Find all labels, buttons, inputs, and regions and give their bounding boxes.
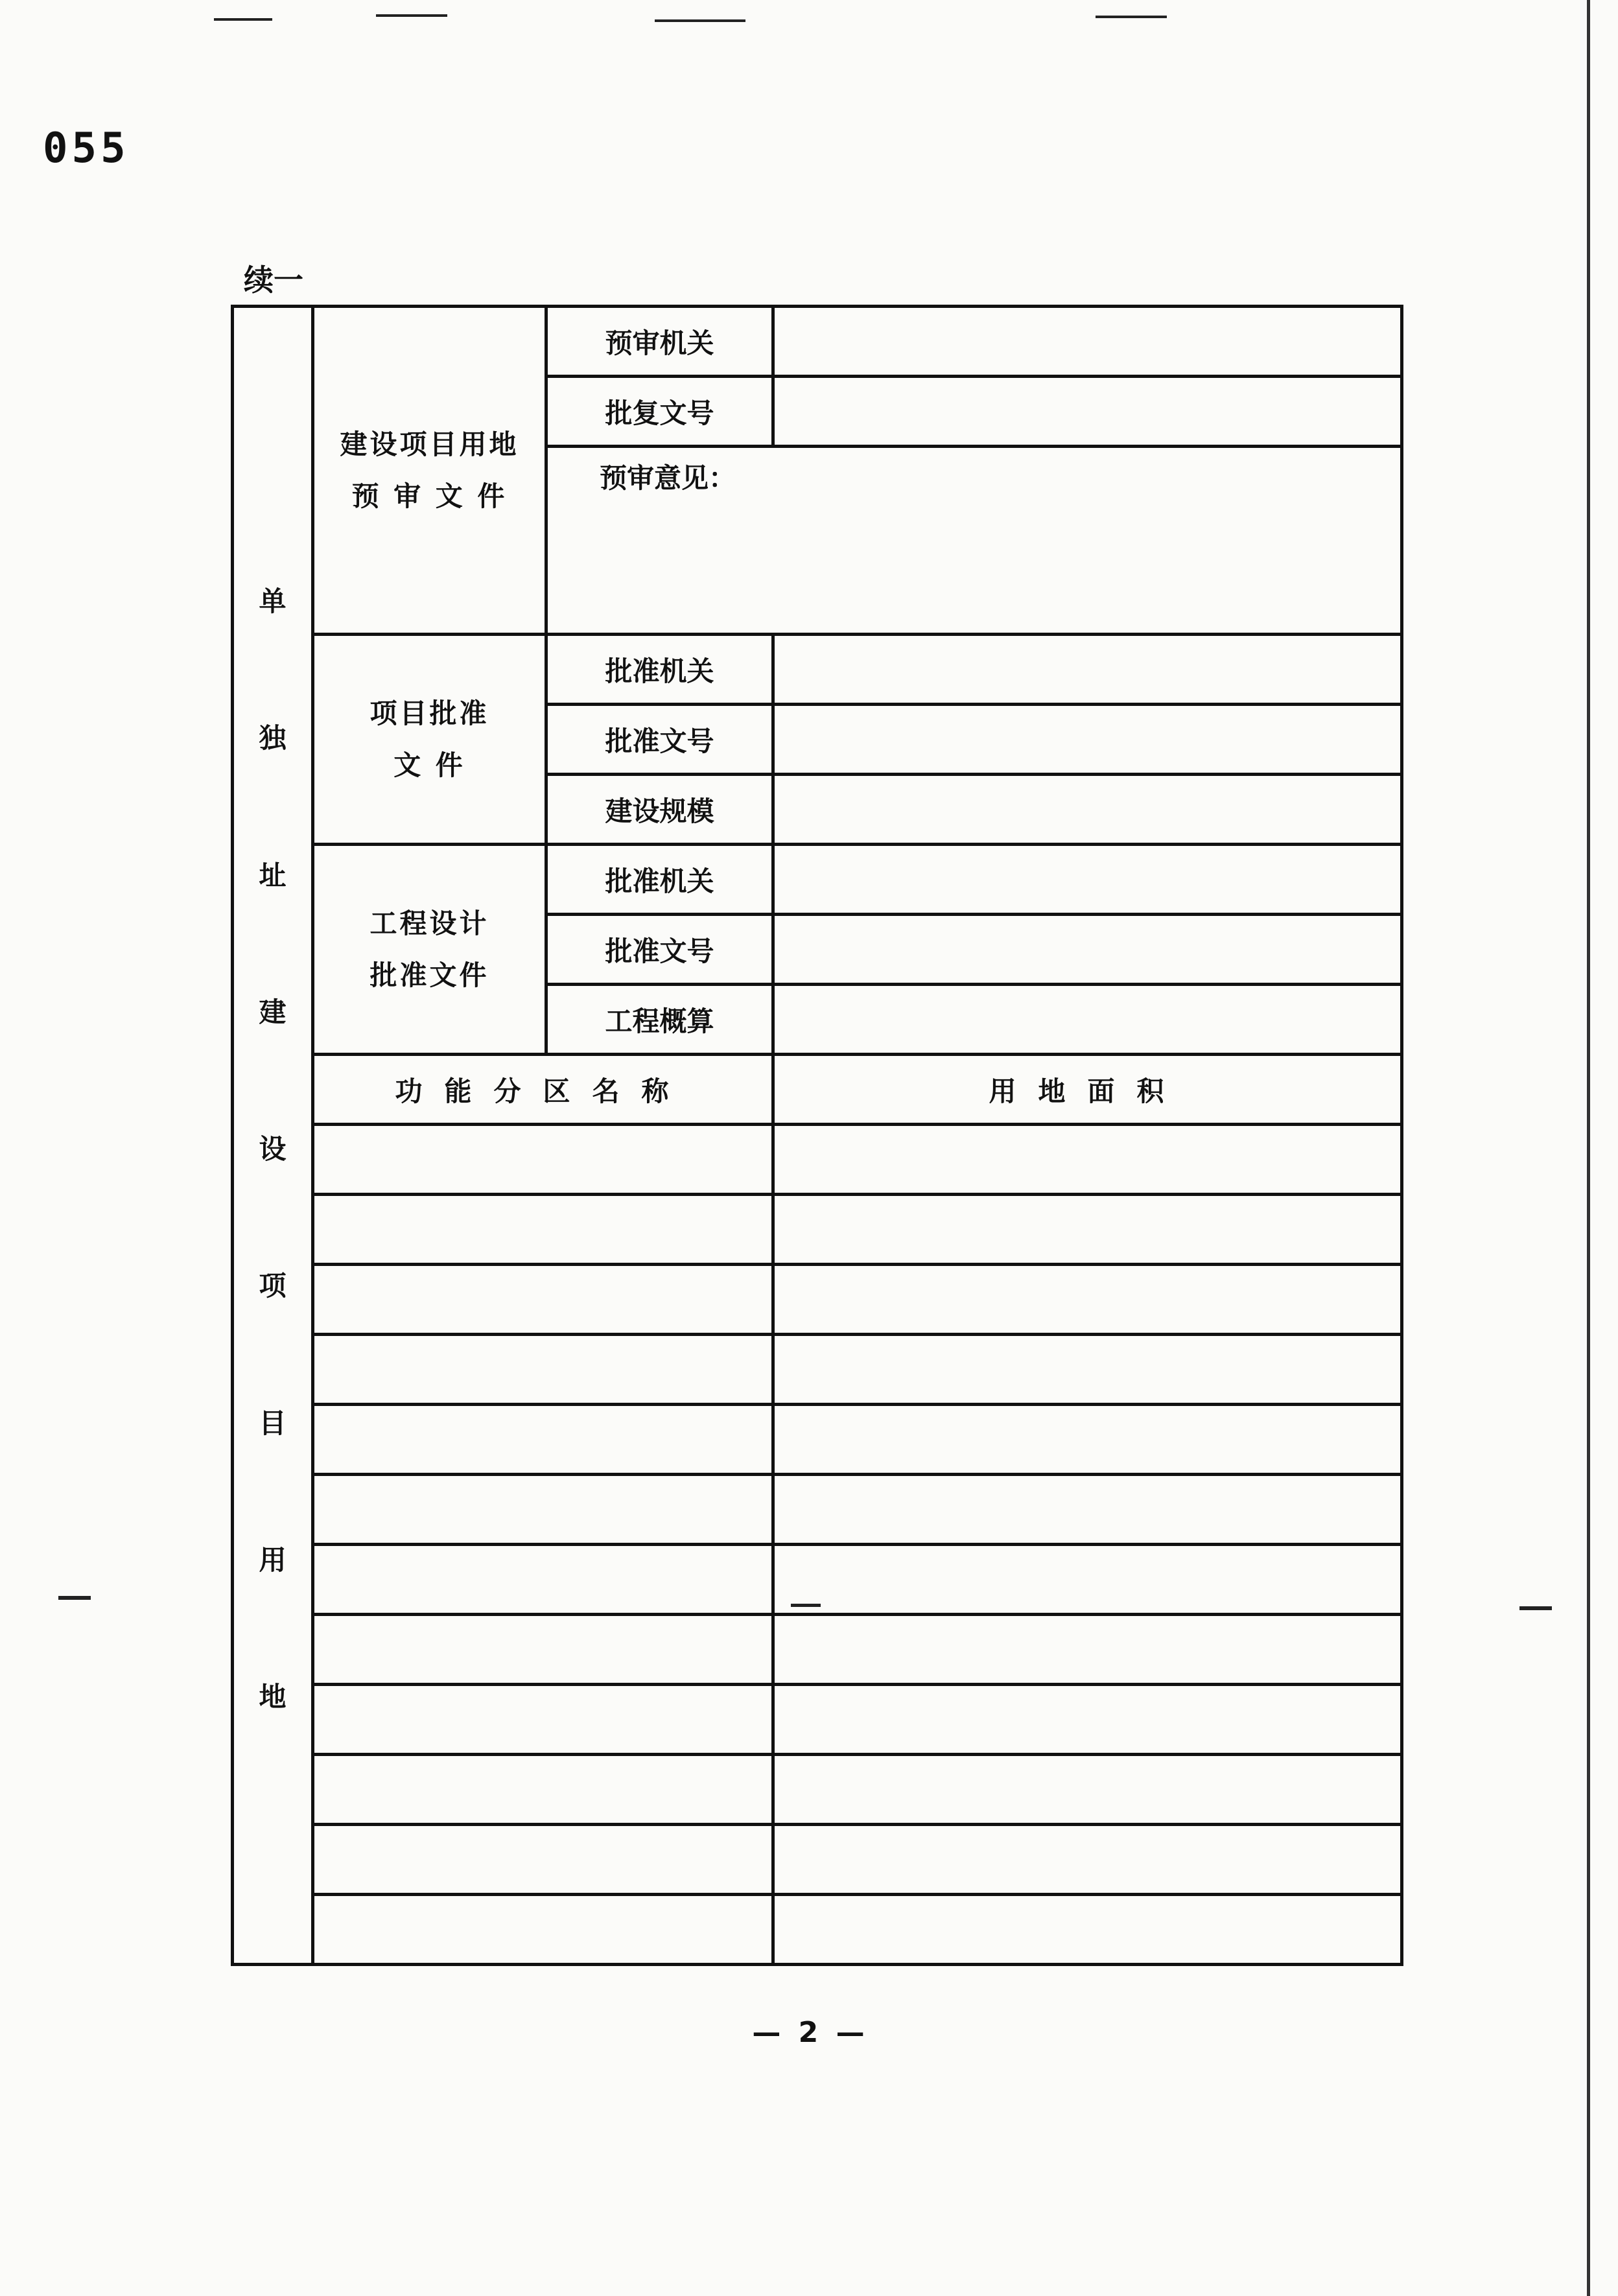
- zone-name-cell[interactable]: [313, 1195, 773, 1265]
- table-row: [233, 1825, 1402, 1895]
- section1-label-line2: 预 审 文 件: [351, 480, 508, 512]
- land-area-cell[interactable]: [773, 1825, 1402, 1895]
- approval-number-label: 批准文号: [546, 705, 773, 775]
- section3-label-line2: 批准文件: [369, 959, 489, 991]
- vertical-char: 项: [259, 1270, 287, 1302]
- zone-name-cell[interactable]: [313, 1545, 773, 1615]
- vertical-title-cell: [233, 307, 313, 1965]
- land-area-cell[interactable]: [773, 1475, 1402, 1545]
- zone-name-cell[interactable]: [313, 1125, 773, 1195]
- scan-mark: [58, 1596, 91, 1600]
- approval-authority-label: 批准机关: [546, 635, 773, 705]
- table-row: [233, 1195, 1402, 1265]
- land-area-cell[interactable]: [773, 1615, 1402, 1685]
- design-approval-number-value[interactable]: [773, 915, 1402, 985]
- table-row: [233, 1405, 1402, 1475]
- vertical-char: 地: [259, 1681, 287, 1713]
- table-row: [233, 1125, 1402, 1195]
- section1-row-1: [233, 307, 1402, 377]
- section3-label: [313, 845, 546, 1055]
- land-area-cell[interactable]: [773, 1545, 1402, 1615]
- approval-number-value[interactable]: [773, 705, 1402, 775]
- table-row: [233, 1685, 1402, 1755]
- land-area-cell[interactable]: [773, 1335, 1402, 1405]
- zone-name-cell[interactable]: [313, 1405, 773, 1475]
- section2-label-line1: 项目批准: [369, 697, 489, 729]
- design-approval-authority-label: 批准机关: [546, 845, 773, 915]
- table-row: [233, 1755, 1402, 1825]
- approval-doc-number-value[interactable]: [773, 377, 1402, 447]
- area-table-header: [233, 1055, 1402, 1125]
- zone-name-cell[interactable]: [313, 1685, 773, 1755]
- land-area-cell[interactable]: [773, 1405, 1402, 1475]
- footer-page-number: — 2 —: [752, 2016, 869, 2049]
- vertical-char: 单: [259, 585, 287, 617]
- zone-name-cell[interactable]: [313, 1755, 773, 1825]
- zone-name-cell[interactable]: [313, 1895, 773, 1965]
- project-budget-value[interactable]: [773, 985, 1402, 1055]
- zone-name-cell[interactable]: [313, 1335, 773, 1405]
- scan-mark: [1519, 1606, 1552, 1610]
- project-budget-label: 工程概算: [546, 985, 773, 1055]
- design-approval-number-label: 批准文号: [546, 915, 773, 985]
- continuation-label: 续一: [244, 263, 303, 298]
- section2-label-line2: 文 件: [393, 749, 465, 781]
- approval-authority-value[interactable]: [773, 635, 1402, 705]
- table-row: [233, 1615, 1402, 1685]
- section1-label-line1: 建设项目用地: [340, 428, 519, 460]
- land-area-header: 用地面积: [773, 1055, 1402, 1125]
- construction-scale-label: 建设规模: [546, 775, 773, 845]
- approval-doc-number-label: 批复文号: [546, 377, 773, 447]
- scan-mark: [214, 18, 272, 21]
- scan-mark: [376, 14, 447, 17]
- construction-scale-value[interactable]: [773, 775, 1402, 845]
- vertical-char: 址: [259, 859, 287, 891]
- section3-label-line1: 工程设计: [369, 907, 489, 939]
- archive-page-stamp: 055: [43, 124, 130, 172]
- section2-row-1: [233, 635, 1402, 705]
- land-use-form: [231, 305, 1403, 1966]
- land-area-cell[interactable]: [773, 1125, 1402, 1195]
- vertical-char: 设: [259, 1133, 287, 1165]
- zone-name-cell[interactable]: [313, 1615, 773, 1685]
- land-area-cell[interactable]: [773, 1195, 1402, 1265]
- zone-name-cell[interactable]: [313, 1265, 773, 1335]
- table-row: [233, 1475, 1402, 1545]
- design-approval-authority-value[interactable]: [773, 845, 1402, 915]
- vertical-char: 用: [259, 1543, 287, 1576]
- pre-review-authority-value[interactable]: [773, 307, 1402, 377]
- section2-label: [313, 635, 546, 845]
- vertical-title: [234, 580, 311, 1715]
- vertical-char: 建: [259, 996, 287, 1028]
- land-area-cell[interactable]: [773, 1265, 1402, 1335]
- table-row: [233, 1545, 1402, 1615]
- table-row: [233, 1335, 1402, 1405]
- scan-mark: [655, 19, 745, 22]
- pre-review-opinion-label: 预审意见：: [600, 462, 736, 494]
- zone-name-header: 功能分区名称: [313, 1055, 773, 1125]
- pre-review-opinion-cell[interactable]: [546, 447, 1402, 635]
- scan-page-edge: [1587, 0, 1590, 2296]
- vertical-char: 独: [259, 722, 287, 755]
- section3-row-1: [233, 845, 1402, 915]
- scan-mark: [1096, 16, 1167, 18]
- land-area-cell[interactable]: [773, 1755, 1402, 1825]
- table-row: [233, 1265, 1402, 1335]
- table-row: [233, 1895, 1402, 1965]
- land-area-cell[interactable]: [773, 1685, 1402, 1755]
- zone-name-cell[interactable]: [313, 1475, 773, 1545]
- zone-name-cell[interactable]: [313, 1825, 773, 1895]
- pre-review-authority-label: 预审机关: [546, 307, 773, 377]
- section1-label: [313, 307, 546, 635]
- land-area-cell[interactable]: [773, 1895, 1402, 1965]
- vertical-char: 目: [259, 1407, 287, 1439]
